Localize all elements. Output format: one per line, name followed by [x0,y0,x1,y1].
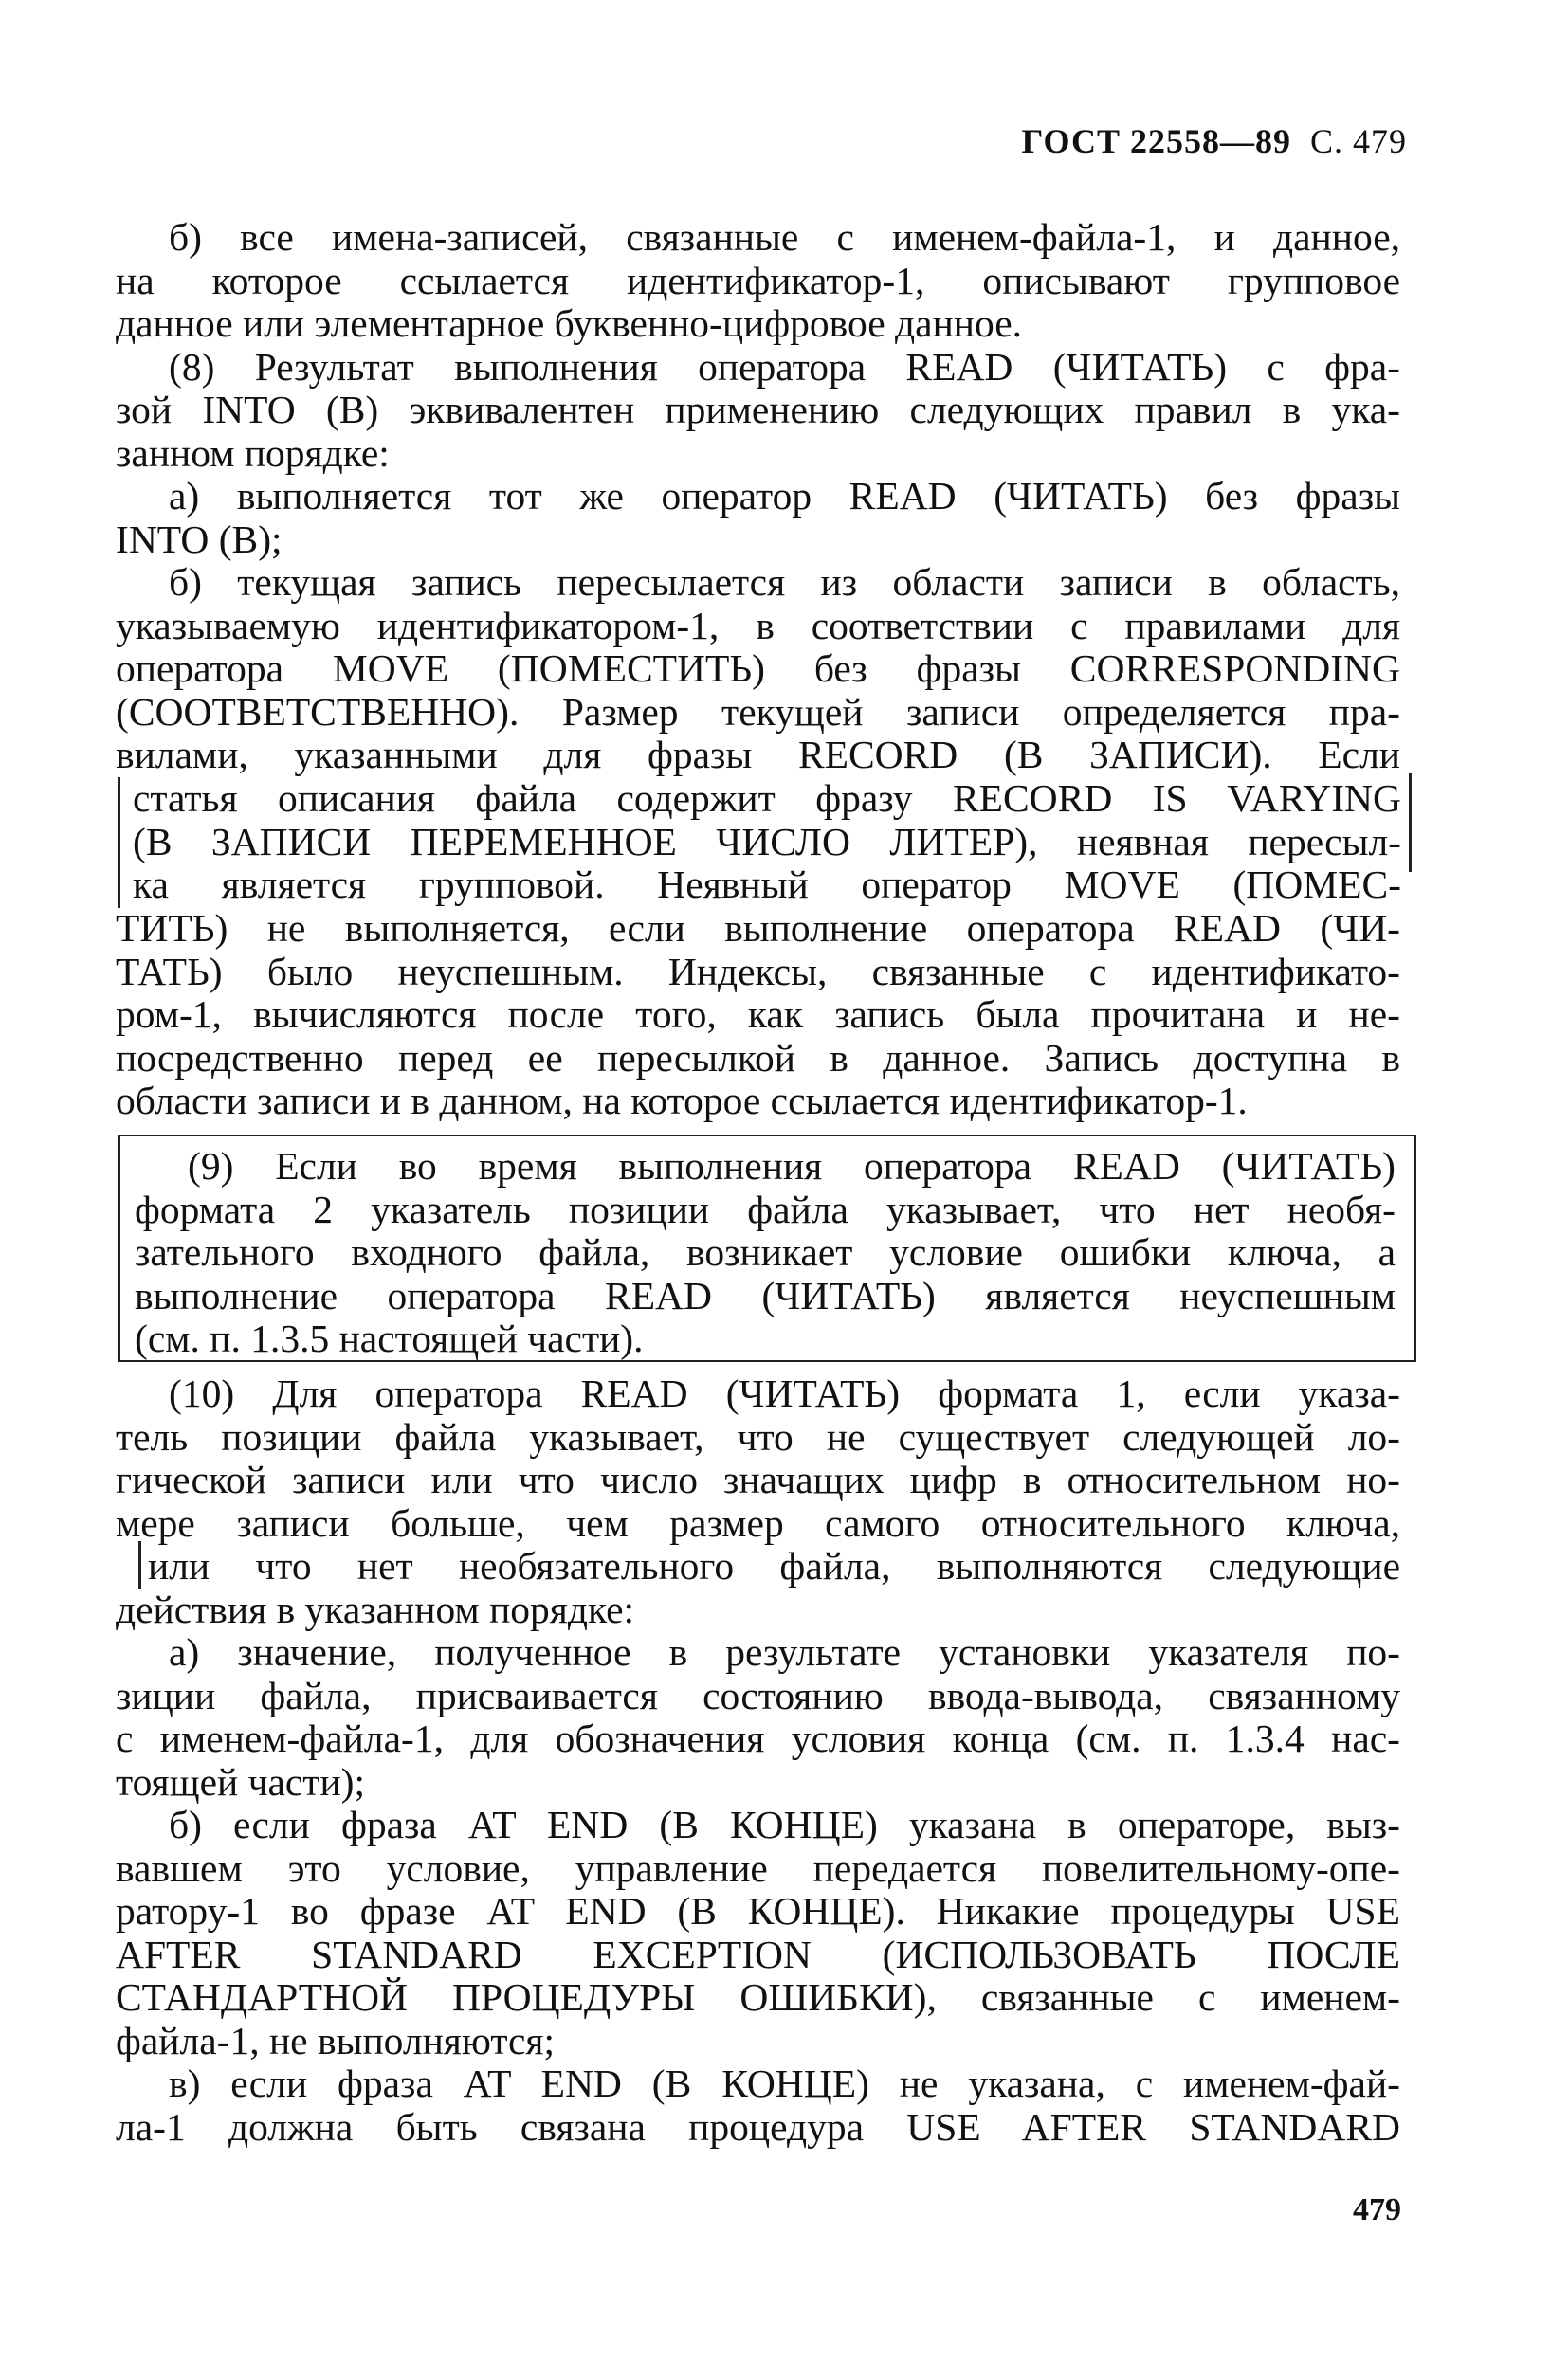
text-line: тоящей части); [116,1759,366,1804]
page-number: 479 [1353,2192,1401,2227]
text-line: AFTER STANDARD EXCEPTION (ИСПОЛЬЗОВАТЬ ПОСЛЕ [116,1932,1400,1976]
text-line: вавшем это условие, управление передается повелительному-опе- [116,1845,1400,1890]
text-line: в) если фраза AT END (В КОНЦЕ) не указана, с именем-фай- [169,2062,1400,2105]
text-line: ром-1, вычисляются после того, как запись была прочитана и не- [116,992,1400,1036]
boxed-insertion-block [133,777,1401,907]
text-line: зательного входного файла, возникает условие ошибки ключа, а [135,1230,1396,1274]
standard-designation: ГОСТ 22558—89 [1021,122,1291,160]
text-line: б) все имена-записей, связанные с именем-файла-1, и данное, [169,215,1400,259]
text-line: гической записи или что число значащих цифр в относительном но- [116,1458,1400,1501]
paragraph-block-1 [116,216,1400,777]
text-line: (СООТВЕТСТВЕННО). Размер текущей записи определяется пра- [116,689,1400,734]
text-line: ка является групповой. Неявный оператор MOVE (ПОМЕС- [133,863,1401,906]
text-line: ратору-1 во фразе AT END (В КОНЦЕ). Никакие процедуры USE [116,1889,1400,1933]
text-line: формата 2 указатель позиции файла указывает, что нет необя- [135,1187,1396,1231]
text-line: б) текущая запись пересылается из области записи в область, [169,560,1400,604]
text-line: вилами, указанными для фразы RECORD (В ЗАПИСИ). Если [116,733,1400,776]
text-line: ТИТЬ) не выполняется, если выполнение оператора READ (ЧИ- [116,906,1400,950]
text-line: зой INTO (В) эквивалентен применению следующих правил в ука- [116,388,1400,431]
paragraph-block-2 [116,907,1400,1123]
text-line: (см. п. 1.3.5 настоящей части). [135,1317,644,1360]
page-reference: С. 479 [1309,122,1407,160]
text-line: ТАТЬ) было неуспешным. Индексы, связанные с идентификато- [116,949,1400,993]
paragraph-block-9 [135,1145,1396,1361]
box-left-rule [118,1135,120,1362]
text-line: б) если фраза AT END (В КОНЦЕ) указана в операторе, выз- [169,1803,1400,1846]
text-line: (8) Результат выполнения оператора READ (ЧИТАТЬ) с фра- [169,344,1400,389]
text-line: тель позиции файла указывает, что не существует следующей ло- [116,1414,1400,1459]
page-header [1022,121,1407,161]
text-line: статья описания файла содержит фразу RECORD IS VARYING [133,776,1401,820]
text-line: на которое ссылается идентификатор-1, описывают групповое [116,258,1400,302]
text-line: с именем-файла-1, для обозначения условия конца (см. п. 1.3.4 нас- [116,1717,1400,1760]
text-line: файла-1, не выполняются; [116,2018,556,2062]
text-line: области записи и в данном, на которое ссылается идентификатор-1. [116,1079,1248,1122]
text-line: данное или элементарное буквенно-цифровое данное. [116,301,1023,345]
text-line: указываемую идентификатором-1, в соответствии с правилами для [116,603,1400,647]
box-right-rule [1414,1135,1416,1362]
text-line: ла-1 должна быть связана процедура USE AFTER STANDARD [116,2104,1400,2149]
box-top-rule [118,1135,1416,1136]
text-line: INTO (В); [116,517,283,561]
text-line: (10) Для оператора READ (ЧИТАТЬ) формата 1, если указа- [169,1372,1400,1415]
text-line: выполнение оператора READ (ЧИТАТЬ) является неуспешным [135,1273,1396,1317]
paragraph-block-10 [116,1372,1400,2149]
revision-bracket-left [118,777,120,908]
text-line: зиции файла, присваивается состоянию ввода-вывода, связанному [116,1673,1400,1717]
text-line: оператора MOVE (ПОМЕСТИТЬ) без фразы CORRESPONDING [116,646,1400,690]
text-line: посредственно перед ее пересылкой в данное. Запись доступна в [116,1035,1400,1080]
revision-bracket-right [1409,773,1412,872]
text-line: занном порядке: [116,430,390,475]
text-line: а) выполняется тот же оператор READ (ЧИТАТЬ) без фразы [169,474,1400,518]
text-line: СТАНДАРТНОЙ ПРОЦЕДУРЫ ОШИБКИ), связанные с именем- [116,1975,1400,2019]
text-line: или что нет необязательного файла, выполняются следующие [148,1544,1400,1588]
text-line: действия в указанном порядке: [116,1587,635,1631]
text-line: (9) Если во время выполнения оператора READ (ЧИТАТЬ) [188,1144,1396,1188]
text-line: а) значение, полученное в результате установки указателя по- [169,1630,1400,1674]
text-line: (В ЗАПИСИ ПЕРЕМЕННОЕ ЧИСЛО ЛИТЕР), неявная пересыл- [133,819,1401,863]
text-line: мере записи больше, чем размер самого относительного ключа, [116,1500,1400,1545]
